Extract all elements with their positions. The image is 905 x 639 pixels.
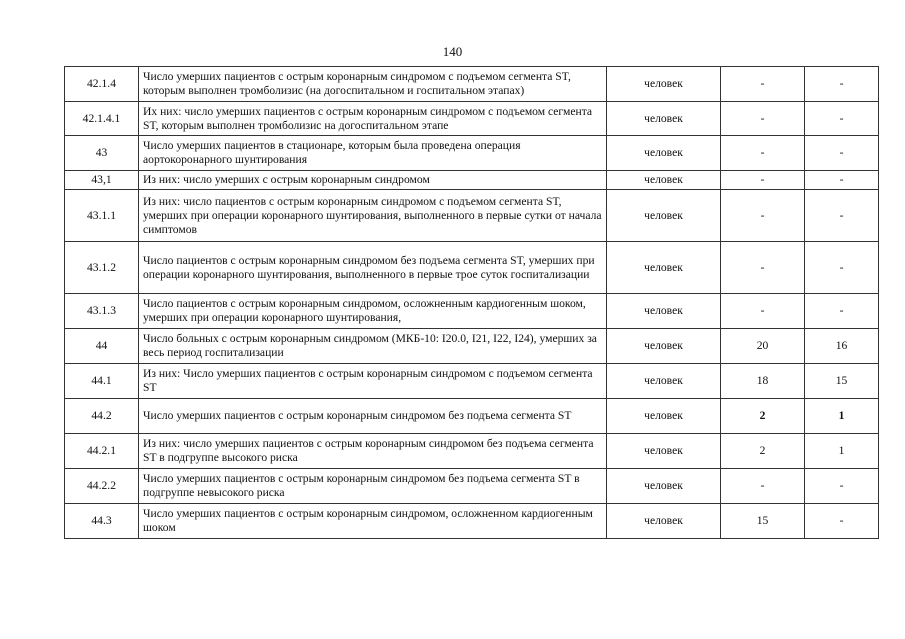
table-row xyxy=(65,102,879,136)
row-unit-cell: человек xyxy=(607,190,721,242)
table-row xyxy=(65,136,879,171)
row-value-2-cell: 15 xyxy=(805,364,879,399)
row-value-1-cell: - xyxy=(721,294,805,329)
row-value-2-cell: - xyxy=(805,171,879,190)
row-description-cell: Из них: число умерших с острым коронарным синдромом xyxy=(139,171,607,190)
row-unit-cell: человек xyxy=(607,504,721,539)
row-description-cell: Из них: Число умерших пациентов с острым коронарным синдромом с подъемом сегмента ST xyxy=(139,364,607,399)
page-number: 140 xyxy=(442,44,463,59)
row-unit-cell: человек xyxy=(607,469,721,504)
row-description-cell: Их них: число умерших пациентов с острым коронарным синдромом с подъемом сегмента ST, которым выполнен тромболизис на догоспитальном этапе xyxy=(139,102,607,136)
row-unit-cell: человек xyxy=(607,242,721,294)
row-unit-cell: человек xyxy=(607,102,721,136)
table-row xyxy=(65,171,879,190)
table-row xyxy=(65,329,879,364)
row-number-cell: 44.2.2 xyxy=(65,469,139,504)
row-value-1-cell: - xyxy=(721,102,805,136)
row-value-2-cell: - xyxy=(805,294,879,329)
row-value-2-cell: - xyxy=(805,504,879,539)
table-row xyxy=(65,242,879,294)
row-value-2-cell: 1 xyxy=(805,434,879,469)
row-unit-cell: человек xyxy=(607,67,721,102)
table-row xyxy=(65,294,879,329)
row-description-cell: Число умерших пациентов с острым коронарным синдромом без подъема сегмента ST xyxy=(139,399,607,434)
row-number-cell: 44.1 xyxy=(65,364,139,399)
row-number-cell: 43 xyxy=(65,136,139,171)
table-row xyxy=(65,67,879,102)
row-value-2-cell: 16 xyxy=(805,329,879,364)
row-description-cell: Число умерших пациентов в стационаре, которым была проведена операция аортокоронарного шунтирования xyxy=(139,136,607,171)
row-unit-cell: человек xyxy=(607,329,721,364)
report-table xyxy=(64,66,879,539)
table-row xyxy=(65,190,879,242)
row-value-2-cell: - xyxy=(805,242,879,294)
row-number-cell: 44 xyxy=(65,329,139,364)
row-value-1-cell: 20 xyxy=(721,329,805,364)
row-description-cell: Из них: число пациентов с острым коронарным синдромом с подъемом сегмента ST, умерших при операции коронарного шунтирования, выполненного в первые сутки от начала симптомов xyxy=(139,190,607,242)
row-value-1-cell: - xyxy=(721,242,805,294)
row-value-1-cell: 2 xyxy=(721,399,805,434)
table-row xyxy=(65,434,879,469)
row-unit-cell: человек xyxy=(607,399,721,434)
row-unit-cell: человек xyxy=(607,171,721,190)
row-value-1-cell: 2 xyxy=(721,434,805,469)
row-number-cell: 43.1.1 xyxy=(65,190,139,242)
row-number-cell: 44.2 xyxy=(65,399,139,434)
row-value-2-cell: 1 xyxy=(805,399,879,434)
row-unit-cell: человек xyxy=(607,364,721,399)
table-row xyxy=(65,364,879,399)
row-number-cell: 43.1.2 xyxy=(65,242,139,294)
row-value-1-cell: - xyxy=(721,171,805,190)
row-unit-cell: человек xyxy=(607,434,721,469)
row-value-1-cell: 15 xyxy=(721,504,805,539)
row-value-2-cell: - xyxy=(805,136,879,171)
row-number-cell: 44.3 xyxy=(65,504,139,539)
row-value-1-cell: - xyxy=(721,67,805,102)
row-unit-cell: человек xyxy=(607,294,721,329)
row-value-1-cell: 18 xyxy=(721,364,805,399)
table-row xyxy=(65,504,879,539)
row-value-2-cell: - xyxy=(805,469,879,504)
row-description-cell: Число больных с острым коронарным синдромом (МКБ-10: I20.0, I21, I22, I24), умерших за весь период госпитализации xyxy=(139,329,607,364)
row-number-cell: 42.1.4 xyxy=(65,67,139,102)
table-row xyxy=(65,399,879,434)
row-unit-cell: человек xyxy=(607,136,721,171)
report-table-body xyxy=(65,67,879,539)
row-description-cell: Число умерших пациентов с острым коронарным синдромом, осложненном кардиогенным шоком xyxy=(139,504,607,539)
row-description-cell: Число умерших пациентов с острым коронарным синдромом с подъемом сегмента ST, которым выполнен тромболизис (на догоспитальном и госпитальном этапах) xyxy=(139,67,607,102)
row-number-cell: 42.1.4.1 xyxy=(65,102,139,136)
row-value-2-cell: - xyxy=(805,67,879,102)
row-value-1-cell: - xyxy=(721,469,805,504)
row-value-2-cell: - xyxy=(805,102,879,136)
row-number-cell: 44.2.1 xyxy=(65,434,139,469)
row-number-cell: 43,1 xyxy=(65,171,139,190)
row-value-1-cell: - xyxy=(721,190,805,242)
table-row xyxy=(65,469,879,504)
row-value-2-cell: - xyxy=(805,190,879,242)
row-description-cell: Из них: число умерших пациентов с острым коронарным синдромом без подъема сегмента ST в подгруппе высокого риска xyxy=(139,434,607,469)
row-value-1-cell: - xyxy=(721,136,805,171)
row-description-cell: Число пациентов с острым коронарным синдромом без подъема сегмента ST, умерших при операции коронарного шунтирования, выполненного в первые трое суток госпитализации xyxy=(139,242,607,294)
row-number-cell: 43.1.3 xyxy=(65,294,139,329)
row-description-cell: Число умерших пациентов с острым коронарным синдромом без подъема сегмента ST в подгруппе невысокого риска xyxy=(139,469,607,504)
row-description-cell: Число пациентов с острым коронарным синдромом, осложненным кардиогенным шоком, умерших при операции коронарного шунтирования, xyxy=(139,294,607,329)
